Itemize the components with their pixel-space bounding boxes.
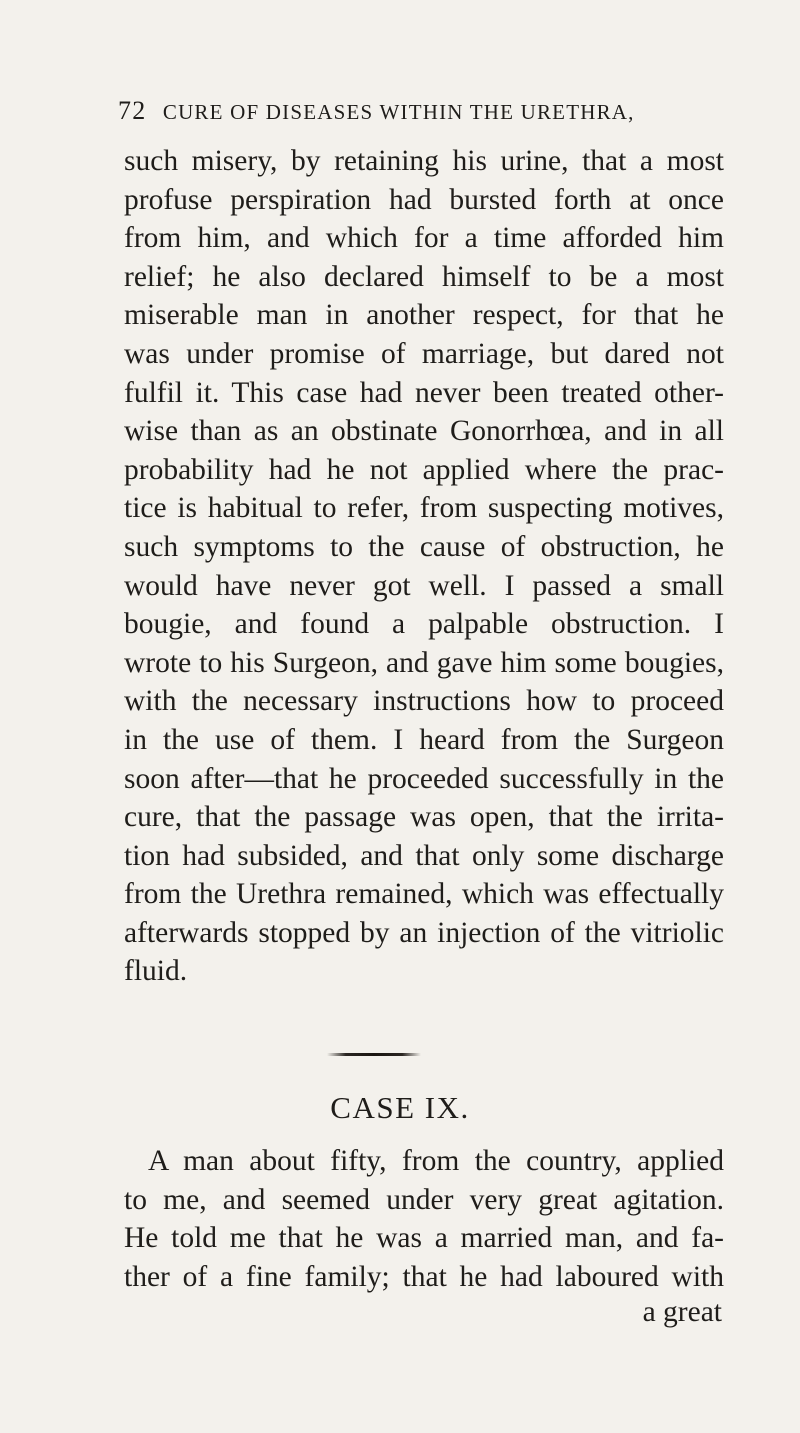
- body-paragraph: [124, 142, 724, 991]
- text-line: ther of a fine family; that he had laboured with: [124, 1260, 724, 1293]
- text-line: such symptoms to the cause of obstruction, he: [124, 530, 724, 563]
- text-line: fulfil it. This case had never been treated other-: [124, 376, 724, 409]
- text-line: profuse perspiration had bursted forth at once: [124, 183, 724, 216]
- text-line: fluid.: [124, 955, 188, 988]
- section-divider: [327, 1053, 421, 1056]
- text-line: cure, that the passage was open, that the irrita-: [124, 801, 724, 834]
- text-line: A man about fifty, from the country, applied: [148, 1145, 724, 1177]
- text-line: would have never got well. I passed a small: [124, 569, 724, 602]
- case-paragraph: [124, 1142, 724, 1296]
- text-line: relief; he also declared himself to be a most: [124, 260, 724, 293]
- text-line: in the use of them. I heard from the Surgeon: [124, 723, 724, 756]
- text-line: was under promise of marriage, but dared not: [124, 337, 724, 370]
- text-line: wise than as an obstinate Gonorrhœa, and in all: [124, 415, 724, 448]
- text-line: from the Urethra remained, which was effectually: [124, 878, 724, 911]
- text-line: such misery, by retaining his urine, that a most: [124, 145, 724, 177]
- text-line: tion had subsided, and that only some discharge: [124, 839, 724, 872]
- case-heading: CASE IX.: [330, 1090, 470, 1125]
- text-line: wrote to his Surgeon, and gave him some bougies,: [124, 646, 724, 679]
- page-number: 72: [118, 96, 147, 125]
- text-line: afterwards stopped by an injection of the vitriolic: [124, 916, 724, 949]
- running-head: [118, 96, 635, 126]
- text-line: tice is habitual to refer, from suspecting motives,: [124, 492, 724, 525]
- text-line: with the necessary instructions how to proceed: [124, 685, 724, 718]
- running-title: CURE OF DISEASES WITHIN THE URETHRA,: [162, 100, 635, 124]
- text-line: He told me that he was a married man, and fa-: [124, 1222, 724, 1255]
- text-line: soon after—that he proceeded successfully in the: [124, 762, 724, 795]
- text-line: bougie, and found a palpable obstruction. I: [124, 608, 724, 641]
- catchword: a great: [642, 1296, 722, 1328]
- text-line: to me, and seemed under very great agitation.: [124, 1183, 724, 1216]
- text-line: from him, and which for a time afforded him: [124, 222, 724, 255]
- text-line: miserable man in another respect, for that he: [124, 299, 724, 332]
- text-line: probability had he not applied where the prac-: [124, 453, 724, 486]
